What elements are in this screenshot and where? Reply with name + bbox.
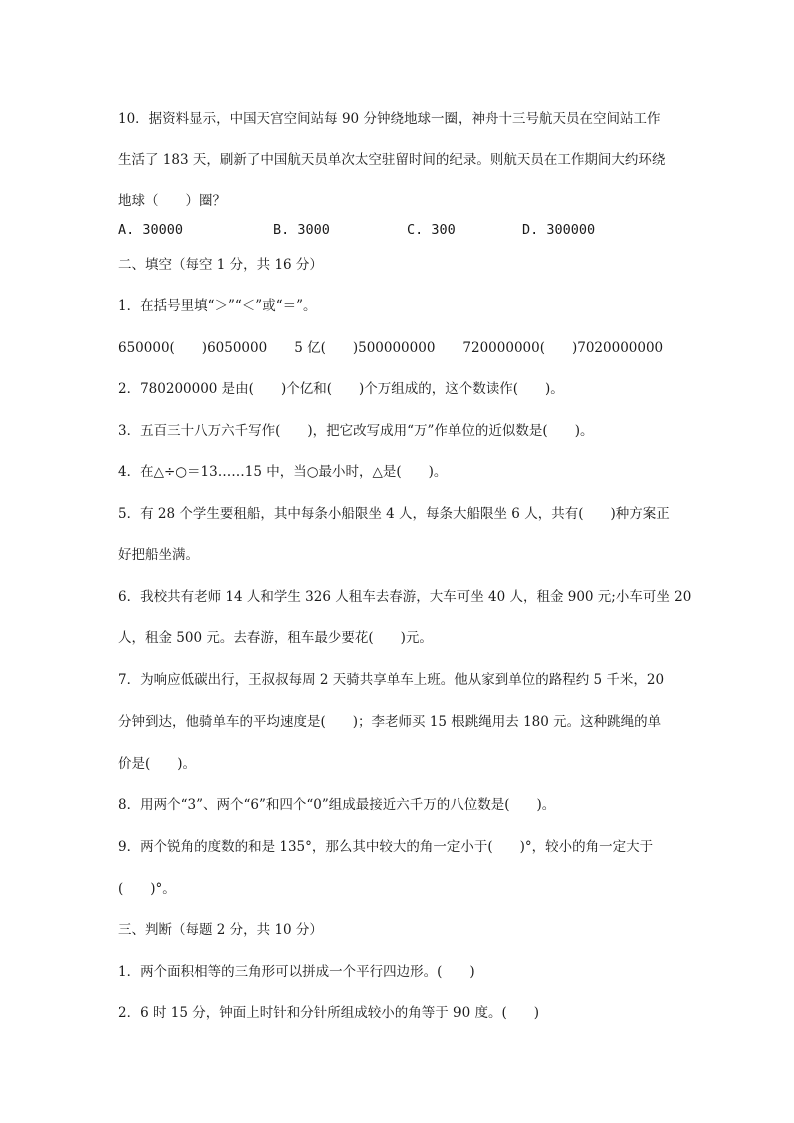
section-2-heading: 二、填空（每空 1 分，共 16 分） [118, 257, 323, 273]
fill-q9-line-1: 9．两个锐角的度数的和是 135°，那么其中较大的角一定小于( )°，较小的角一定大于 [118, 839, 654, 855]
fill-q7-line-1: 7．为响应低碳出行，王叔叔每周 2 天骑共享单车上班。他从家到单位的路程约 5 千米，20 [118, 672, 665, 688]
fill-q6-line-1: 6．我校共有老师 14 人和学生 326 人租车去春游，大车可坐 40 人，租金 900 元;小车可坐 20 [118, 589, 692, 605]
q10-line-2: 生活了 183 天，刷新了中国航天员单次太空驻留时间的纪录。则航天员在工作期间大约环绕 [118, 152, 666, 168]
fill-q1-line-1: 1．在括号里填“＞”“＜”或“＝”。 [118, 298, 317, 314]
q10-line-1: 10．据资料显示，中国天宫空间站每 90 分钟绕地球一圈，神舟十三号航天员在空间站工作 [118, 111, 661, 127]
fill-q1-line-2: 650000( )6050000 5 亿( )500000000 720000000( )7020000000 [118, 340, 664, 356]
q10-choices [118, 222, 678, 240]
fill-q4: 4．在△÷○＝13……15 中，当○最小时，△是( )。 [118, 464, 448, 480]
fill-q6-line-2: 人，租金 500 元。去春游，租车最少要花( )元。 [118, 630, 433, 646]
section-3-heading: 三、判断（每题 2 分，共 10 分） [118, 922, 323, 938]
judge-q1: 1．两个面积相等的三角形可以拼成一个平行四边形。( ) [118, 964, 475, 980]
fill-q7-line-2: 分钟到达，他骑单车的平均速度是( )；李老师买 15 根跳绳用去 180 元。这种跳绳的单 [118, 714, 662, 730]
choice-a: A. 30000 [118, 222, 184, 238]
fill-q5-line-2: 好把船坐满。 [118, 547, 199, 563]
judge-q2: 2．6 时 15 分，钟面上时针和分针所组成较小的角等于 90 度。( ) [118, 1005, 540, 1021]
fill-q9-line-2: ( )°。 [118, 881, 176, 897]
fill-q7-line-3: 价是( )。 [118, 756, 197, 772]
choice-b: B. 3000 [273, 222, 330, 238]
fill-q3: 3．五百三十八万六千写作( )，把它改写成用“万”作单位的近似数是( )。 [118, 423, 594, 439]
fill-q2: 2．780200000 是由( )个亿和( )个万组成的，这个数读作( )。 [118, 381, 564, 397]
fill-q5-line-1: 5．有 28 个学生要租船，其中每条小船限坐 4 人，每条大船限坐 6 人，共有( )种方案正 [118, 506, 670, 522]
fill-q8: 8．用两个“3”、两个“6”和四个“0”组成最接近六千万的八位数是( )。 [118, 797, 556, 813]
choice-d: D. 300000 [522, 222, 596, 238]
choice-c: C. 300 [407, 222, 456, 238]
q10-line-3: 地球（ ）圈？ [118, 193, 226, 209]
